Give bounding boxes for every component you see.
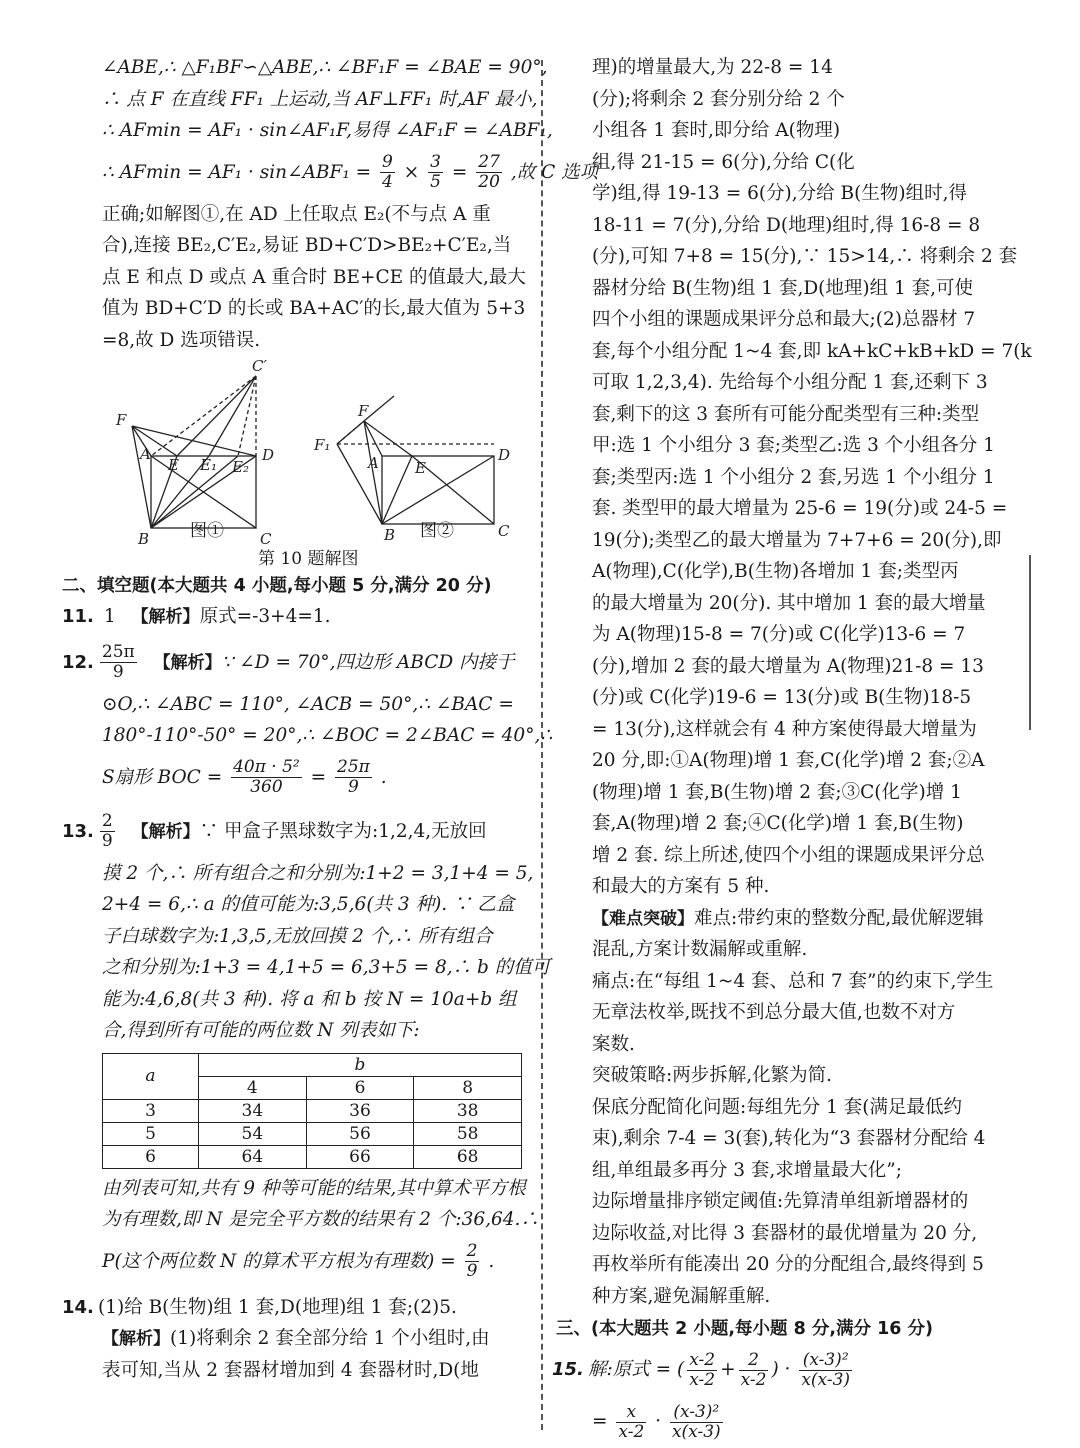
- text-line: 组,得 21-15 = 6(分),分给 C(化: [592, 151, 855, 173]
- text: .: [380, 766, 387, 788]
- geometry-diagram: [102, 356, 526, 571]
- denominator: 9: [101, 831, 113, 851]
- denominator: x-2: [740, 1369, 767, 1390]
- question-number: 14.: [62, 1296, 94, 1318]
- text: ∴ AFmin = AF₁ · sin∠ABF₁ =: [102, 161, 372, 183]
- table-row: [103, 1145, 522, 1168]
- fig2-label-d: D: [498, 446, 511, 464]
- table-cell: 58: [414, 1122, 522, 1145]
- results-table: [102, 1053, 522, 1169]
- text-line: 合,得到所有可能的两位数 N 列表如下:: [102, 1020, 420, 1041]
- text-line: (分),可知 7+8 = 15(分),∵ 15>14,∴ 将剩余 2 套: [592, 246, 1018, 267]
- text-line: 子白球数字为:1,3,5,无放回摸 2 个,∴ 所有组合: [102, 925, 493, 947]
- text: P(这个两位数 N 的算术平方根为有理数) =: [102, 1250, 456, 1272]
- text-line: 增 2 套. 综上所述,使四个小组的课题成果评分总: [592, 844, 985, 866]
- text-line: (分);将剩余 2 套分别分给 2 个: [592, 88, 845, 110]
- text-line: 四个小组的课题成果评分总和最大;(2)总器材 7: [592, 309, 976, 330]
- text: ,故 C 选项: [510, 161, 599, 183]
- denominator: x(x-3): [671, 1421, 721, 1442]
- fig2-label-b: B: [384, 526, 396, 544]
- question-number: 13.: [62, 820, 94, 842]
- denominator: 360: [250, 777, 283, 797]
- text-line: 套,剩下的这 3 套所有可能分配类型有三种:类型: [592, 403, 980, 425]
- numerator: 2: [739, 1351, 769, 1371]
- text: +: [720, 1359, 736, 1380]
- text-line: (分)或 C(化学)19-6 = 13(分)或 B(生物)18-5: [592, 687, 972, 708]
- text-line: (物理)增 1 套,B(生物)增 2 套;③C(化学)增 1: [592, 781, 962, 803]
- text: .: [488, 1250, 495, 1272]
- text-line: 痛点:在“每组 1~4 套、总和 7 套”的约束下,学生: [592, 970, 994, 992]
- col-value: 4: [199, 1076, 307, 1099]
- text-line: 2+4 = 6,∴ a 的值可能为:3,5,6(共 3 种). ∵ 乙盒: [102, 894, 515, 915]
- text-line: 正确;如解图①,在 AD 上任取点 E₂(不与点 A 重: [102, 203, 491, 225]
- fig2-label-c: C: [498, 522, 510, 540]
- table-row: [103, 1099, 522, 1122]
- analysis-tag: 【解析】: [131, 821, 200, 842]
- difficulty-tag: 【难点突破】: [592, 908, 694, 929]
- text-line: 再枚举所有能凑出 20 分的分配组合,最终得到 5: [592, 1254, 984, 1275]
- fig1-label-a: A: [140, 445, 151, 463]
- text-line: 边际增量排序锁定阈值:先算清单组新增器材的: [592, 1191, 969, 1212]
- fig1-caption: 图①: [190, 521, 224, 541]
- fig1-label-c: C: [260, 530, 272, 548]
- numerator: 9: [382, 152, 393, 173]
- answer: 1: [103, 606, 116, 627]
- text: 原式=-3+4=1.: [199, 606, 331, 627]
- denominator: x-2: [618, 1421, 645, 1442]
- text-line: 甲:选 1 个小组分 3 套;类型乙:选 3 个小组各分 1: [592, 435, 995, 456]
- text-line: 学)组,得 19-13 = 6(分),分给 B(生物)组时,得: [592, 183, 967, 204]
- table-cell: 64: [199, 1145, 307, 1168]
- table-cell: 38: [414, 1099, 522, 1122]
- difficulty-note: [592, 903, 1026, 935]
- text-line: 为 A(物理)15-8 = 7(分)或 C(化学)13-6 = 7: [592, 624, 966, 645]
- fraction: [616, 1403, 646, 1441]
- text: ) ·: [771, 1359, 791, 1380]
- table-cell: 66: [306, 1145, 414, 1168]
- table-cell: 56: [306, 1122, 414, 1145]
- text-line: 套. 类型甲的最大增量为 25-6 = 19(分)或 24-5 =: [592, 498, 1008, 519]
- fraction: [465, 1242, 480, 1280]
- text-line: 为有理数,即 N 是完全平方数的结果有 2 个:36,64.∴: [102, 1209, 539, 1230]
- fig1-label-b: B: [138, 530, 150, 548]
- row-value: 5: [103, 1122, 199, 1145]
- denominator: 9: [112, 662, 124, 682]
- table-cell: 34: [199, 1099, 307, 1122]
- text-line: 套;类型丙:选 1 个小组分 2 套,另选 1 个小组分 1: [592, 466, 995, 488]
- section-heading: 三、(本大题共 2 小题,每小题 8 分,满分 16 分): [556, 1319, 934, 1339]
- denominator: 9: [348, 777, 359, 797]
- text-line: A(物理),C(化学),B(生物)各增加 1 套;类型丙: [592, 561, 959, 582]
- text-line: 180°-110°-50° = 20°,∴ ∠BOC = 2∠BAC = 40°,∴: [102, 725, 553, 746]
- table-cell: 68: [414, 1145, 522, 1168]
- text: (1)将剩余 2 套全部分给 1 个小组时,由: [170, 1328, 490, 1349]
- analysis-tag: 【解析】: [153, 652, 222, 673]
- question-number: 15.: [552, 1359, 584, 1380]
- text-line: 之和分别为:1+3 = 4,1+5 = 6,3+5 = 8,∴ b 的值可: [102, 957, 551, 978]
- analysis-tag: 【解析】: [131, 607, 200, 627]
- fraction-line: [102, 752, 526, 804]
- analysis-tag: 【解析】: [102, 1329, 170, 1349]
- fraction: [799, 1351, 852, 1389]
- fig2-label-a: A: [368, 454, 379, 472]
- denominator: 5: [430, 172, 441, 192]
- text-line: =8,故 D 选项错误.: [102, 329, 261, 351]
- left-column: [62, 52, 599, 1386]
- text-line: 20 分,即:①A(物理)增 1 套,C(化学)增 2 套;②A: [592, 750, 985, 771]
- text: =: [592, 1411, 608, 1432]
- margin-bar: [1029, 555, 1031, 730]
- text: =: [310, 766, 327, 788]
- row-value: 3: [103, 1099, 199, 1122]
- text-line: 组,单组最多再分 3 套,求增量最大化”;: [592, 1159, 902, 1181]
- fraction: [335, 758, 372, 796]
- row-value: 6: [103, 1145, 199, 1168]
- numerator: x-2: [689, 1349, 716, 1370]
- fig1-label-d: D: [262, 446, 275, 464]
- question-number: 12.: [62, 651, 94, 673]
- denominator: 9: [466, 1261, 478, 1281]
- fig2-label-f: F: [358, 402, 369, 420]
- text-line: 点 E 和点 D 或点 A 重合时 BE+CE 的值最大,最大: [102, 266, 526, 288]
- fraction-line: [102, 147, 599, 199]
- fraction-line: [102, 1236, 526, 1288]
- text-line: 案数.: [592, 1033, 635, 1055]
- text-line: [102, 1323, 526, 1355]
- numerator: 2: [101, 811, 113, 832]
- denominator: x(x-3): [801, 1369, 851, 1390]
- text: ·: [655, 1411, 662, 1432]
- fig2-label-f1: F₁: [314, 436, 331, 454]
- col-value: 8: [414, 1076, 522, 1099]
- text-line: 能为:4,6,8(共 3 种). 将 a 和 b 按 N = 10a+b 组: [102, 988, 517, 1010]
- table-row: [103, 1122, 522, 1145]
- question-11: [62, 601, 526, 633]
- text-line: (分),增加 2 套的最大增量为 A(物理)21-8 = 13: [592, 655, 984, 677]
- numerator: (x-3)²: [670, 1403, 723, 1423]
- text-line: 种方案,避免漏解重解.: [592, 1285, 771, 1307]
- fig2-caption: 图②: [420, 521, 454, 541]
- text: ∵ 甲盒子黑球数字为:1,2,4,无放回: [199, 820, 487, 842]
- text-line: = 13(分),这样就会有 4 种方案使得最大增量为: [592, 718, 977, 740]
- figure-title: 第 10 题解图: [258, 549, 359, 569]
- numerator: 40π · 5²: [233, 757, 300, 778]
- text-line: 器材分给 B(生物)组 1 套,D(地理)组 1 套,可使: [592, 277, 974, 299]
- fraction: [428, 153, 443, 191]
- numerator: (x-3)²: [799, 1351, 852, 1371]
- text-line: 表可知,当从 2 套器材增加到 4 套器材时,D(地: [102, 1359, 479, 1381]
- question-14: [62, 1292, 526, 1324]
- fraction: [231, 758, 302, 796]
- text: 解:原式 = (: [588, 1359, 685, 1380]
- fig1-label-e2: E₂: [232, 458, 249, 476]
- col-header: b: [199, 1053, 522, 1076]
- text-line: 边际收益,对比得 3 套器材的最优增量为 20 分,: [592, 1222, 978, 1244]
- text-line: ∴ 点 F 在直线 FF₁ 上运动,当 AF⊥FF₁ 时,AF 最小,: [102, 88, 538, 110]
- text: S扇形 BOC =: [102, 766, 223, 788]
- fraction: [476, 153, 502, 191]
- denominator: x-2: [689, 1369, 716, 1390]
- text-line: 套,每个小组分配 1~4 套,即 kA+kC+kB+kD = 7(k: [592, 340, 1032, 362]
- denominator: 20: [478, 172, 500, 192]
- text-line: ⊙O,∴ ∠ABC = 110°, ∠ACB = 50°,∴ ∠BAC =: [102, 693, 514, 715]
- text: (1)给 B(生物)组 1 套,D(地理)组 1 套;(2)5.: [98, 1296, 457, 1318]
- text-line: 无章法枚举,既找不到总分最大值,也数不对方: [592, 1002, 956, 1023]
- numerator: 25π: [101, 642, 135, 663]
- fig2-label-e: E: [415, 459, 426, 477]
- solution-figures: [102, 356, 526, 571]
- text: ×: [403, 161, 420, 183]
- text-line: 理)的增量最大,为 22-8 = 14: [592, 57, 833, 78]
- fig1-label-c-prime: C′: [252, 357, 267, 375]
- answer-fraction: [100, 812, 115, 850]
- col-value: 6: [306, 1076, 414, 1099]
- text-line: 摸 2 个,∴ 所有组合之和分别为:1+2 = 3,1+4 = 5,: [102, 862, 534, 884]
- question-number: 11.: [62, 606, 94, 627]
- row-header: a: [103, 1053, 199, 1099]
- text: =: [451, 161, 468, 183]
- text-line: 19(分);类型乙的最大增量为 7+7+6 = 20(分),即: [592, 529, 1002, 551]
- answer-fraction: [100, 643, 137, 681]
- question-12: [62, 637, 526, 689]
- fig1-label-f: F: [116, 411, 127, 429]
- question-15: [552, 1344, 1026, 1396]
- question-13: [62, 806, 526, 858]
- fraction: [739, 1351, 769, 1389]
- fig1-label-e1: E₁: [200, 456, 217, 474]
- text-line: 合),连接 BE₂,C′E₂,易证 BD+C′D>BE₂+C′E₂,当: [102, 235, 512, 256]
- text-line: 18-11 = 7(分),分给 D(地理)组时,得 16-8 = 8: [592, 214, 981, 236]
- numerator: 27: [478, 152, 500, 173]
- text-line: 束),剩余 7-4 = 3(套),转化为“3 套器材分配给 4: [592, 1128, 986, 1149]
- denominator: 4: [382, 172, 393, 192]
- numerator: 3: [430, 152, 441, 173]
- text-line: 由列表可知,共有 9 种等可能的结果,其中算术平方根: [102, 1177, 526, 1199]
- fraction: [687, 1351, 717, 1389]
- table-cell: 36: [306, 1099, 414, 1122]
- text-line: 保底分配简化问题:每组先分 1 套(满足最低约: [592, 1096, 962, 1118]
- text-line: 突破策略:两步拆解,化繁为简.: [592, 1065, 832, 1086]
- table-cell: 54: [199, 1122, 307, 1145]
- numerator: 25π: [337, 757, 370, 778]
- fraction: [380, 153, 395, 191]
- fig1-label-e: E: [168, 456, 179, 474]
- fraction: [670, 1403, 723, 1441]
- section-heading: 二、填空题(本大题共 4 小题,每小题 5 分,满分 20 分): [62, 576, 492, 596]
- text-line: 可取 1,2,3,4). 先给每个小组分配 1 套,还剩下 3: [592, 372, 988, 393]
- text-line: 套,A(物理)增 2 套;④C(化学)增 1 套,B(生物): [592, 813, 964, 834]
- text-line: 值为 BD+C′D 的长或 BA+AC′的长,最大值为 5+3: [102, 298, 526, 319]
- text-line: ∴ AFmin = AF₁ · sin∠AF₁F,易得 ∠AF₁F = ∠ABF₁,: [102, 120, 553, 141]
- text-line: 混乱,方案计数漏解或重解.: [592, 939, 808, 960]
- text: 难点:带约束的整数分配,最优解逻辑: [694, 907, 984, 929]
- text-line: 的最大增量为 20(分). 其中增加 1 套的最大增量: [592, 592, 986, 614]
- numerator: x: [616, 1403, 646, 1423]
- text-line: 和最大的方案有 5 种.: [592, 876, 770, 897]
- text: ∵ ∠D = 70°,四边形 ABCD 内接于: [221, 651, 515, 673]
- text-line: ∠ABE,∴ △F₁BF∽△ABE,∴ ∠BF₁F = ∠BAE = 90°,: [102, 57, 548, 78]
- numerator: 2: [466, 1241, 478, 1262]
- fraction-line: [592, 1396, 1026, 1448]
- text-line: 小组各 1 套时,即分给 A(物理): [592, 120, 841, 141]
